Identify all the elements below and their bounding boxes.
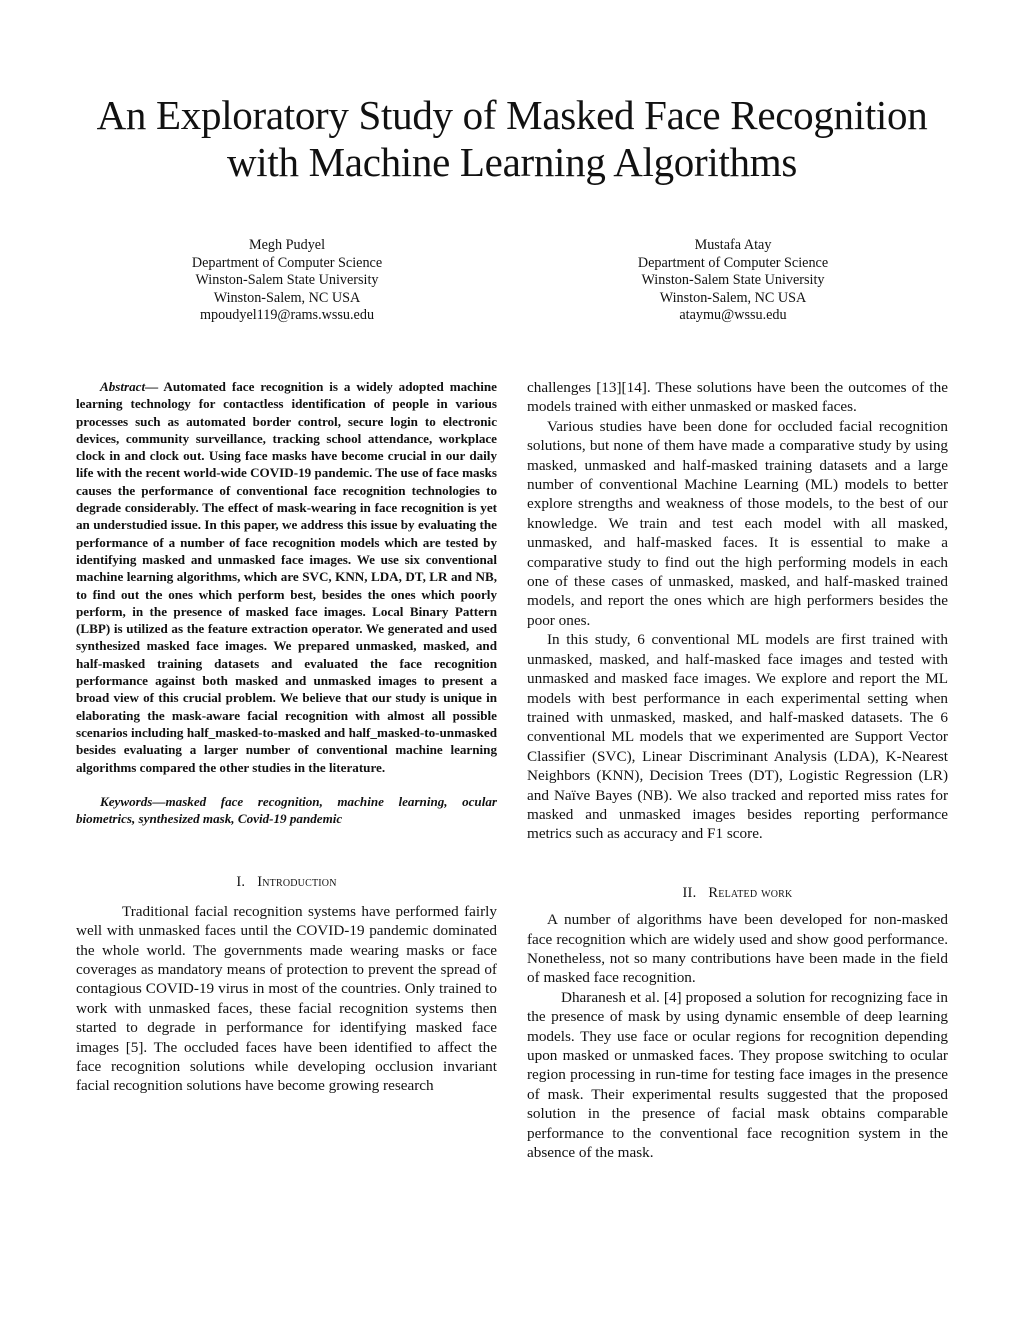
section-number: I. xyxy=(236,874,246,891)
left-column xyxy=(76,378,497,1096)
abstract-text: Automated face recognition is a widely adopted machine learning technology for contactless identification of people in various processes such as automated border control, secure login to electronic devices, community surveillance, tracking school attendance, workplace clock in and clock out. Using face masks have become crucial in our daily life with the recent world-wide COVID-19 pandemic. The use of face masks causes the performance of conventional face recognition technologies to degrade considerably. The effect of mask-wearing in face recognition is yet an understudied issue. In this paper, we address this issue by evaluating the performance of a number of face recognition models which are tested by identifying masked and unmasked face images. We use six conventional machine learning algorithms, which are SVC, KNN, LDA, DT, LR and NB, to find out the ones which perform best, besides the ones which poorly perform, in the presence of masked face images. Local Binary Pattern (LBP) is utilized as the feature extraction operator. We generated and used synthesized masked face images. We prepared unmasked, masked, and half-masked training datasets and evaluated the face recognition performance against both masked and unmasked images to present a broad view of this crucial problem. We believe that our study is unique in elaborating the mask-aware facial recognition with almost all possible scenarios including half_masked-to-masked and half_masked-to-unmasked besides evaluating a larger number of conventional machine learning algorithms compared the other studies in the literature. xyxy=(76,379,497,775)
related-work-paragraph-2: Dharanesh et al. [4] proposed a solution for recognizing face in the presence of mask by using dynamic ensemble of deep learning models. They use face or ocular regions for recognition depending upon masked or unmasked faces. They propose switching to ocular region processing in run-time for testing face images in the presence of mask. Their experimental results suggested that the proposed solution in the presence of facial mask obtains comparable performance to the conventional face recognition system in the absence of the mask. xyxy=(527,988,948,1162)
section-title: Introduction xyxy=(257,874,337,891)
author-location: Winston-Salem, NC USA xyxy=(659,289,807,306)
section-heading-introduction xyxy=(76,873,497,892)
intro-paragraph-2: Various studies have been done for occluded facial recognition solutions, but none of them have made a comparative study by using masked, unmasked and half-masked training datasets and a large number of conventional Machine Learning (ML) models to better explore strengths and weakness of those models, to the best of our knowledge. We train and test each model with all masked, unmasked, and half-masked faces. It is essential to make a comparative study to find out the high performing models in each one of these cases of unmasked, masked, and half-masked trained models, and report the ones which are high performers besides the poor ones. xyxy=(527,417,948,629)
author-department: Department of Computer Science xyxy=(191,254,383,271)
intro-paragraph: Traditional facial recognition systems have performed fairly well with unmasked faces until the COVID-19 pandemic dominated the whole world. The governments made wearing masks or face coverages as mandatory means of protection to prevent the spread of contagious COVID-19 virus in most of the countries. Only trained to work with unmasked faces, these facial recognition systems then started to degrade in performance for identifying masked face images [5]. The occluded faces have been identified to affect the face recognition solutions while developing occlusion invariant facial recognition solutions have become growing research xyxy=(76,902,497,1095)
keywords: Keywords—masked face recognition, machine learning, ocular biometrics, synthesized mask, Covid-19 pandemic xyxy=(76,793,497,827)
author-university: Winston-Salem State University xyxy=(195,272,379,289)
paper-title xyxy=(40,92,984,186)
section-title: Related work xyxy=(708,884,793,901)
section-number: II. xyxy=(682,884,697,901)
abstract-label: Abstract— xyxy=(100,379,159,394)
author-block-2 xyxy=(563,237,903,325)
author-university: Winston-Salem State University xyxy=(641,272,825,289)
author-email: ataymu@wssu.edu xyxy=(679,307,787,324)
author-location: Winston-Salem, NC USA xyxy=(213,289,361,306)
continued-paragraph: challenges [13][14]. These solutions have been the outcomes of the models trained with either unmasked or masked faces. xyxy=(527,379,948,416)
author-name: Mustafa Atay xyxy=(694,237,772,253)
abstract xyxy=(76,378,497,776)
author-email: mpoudyel119@rams.wssu.edu xyxy=(199,307,375,324)
author-department: Department of Computer Science xyxy=(637,254,829,271)
title-line-2: with Machine Learning Algorithms xyxy=(227,139,797,185)
author-name: Megh Pudyel xyxy=(248,237,326,253)
right-column xyxy=(527,378,948,1162)
intro-paragraph-3: In this study, 6 conventional ML models are first trained with unmasked, masked, and half-masked face images and tested with unmasked and masked face images. We explore and report the ML models with best performance in each experimental setting when trained with unmasked, masked, and half-masked datasets. The 6 conventional ML models that we experimented are Support Vector Classifier (SVC), Linear Discriminant Analysis (LDA), K-Nearest Neighbors (KNN), Decision Trees (DT), Logistic Regression (LR) and Naïve Bayes (NB). We also tracked and reported miss rates for masked and unmasked images besides reporting performance metrics such as accuracy and F1 score. xyxy=(527,631,948,843)
title-line-1: An Exploratory Study of Masked Face Recognition xyxy=(96,92,928,138)
related-work-paragraph-1: A number of algorithms have been developed for non-masked face recognition which are widely used and show good performance. Nonetheless, not so many contributions have been made in the field of masked face recognition. xyxy=(527,911,948,987)
author-block-1 xyxy=(117,237,457,325)
section-heading-related-work xyxy=(527,884,948,903)
